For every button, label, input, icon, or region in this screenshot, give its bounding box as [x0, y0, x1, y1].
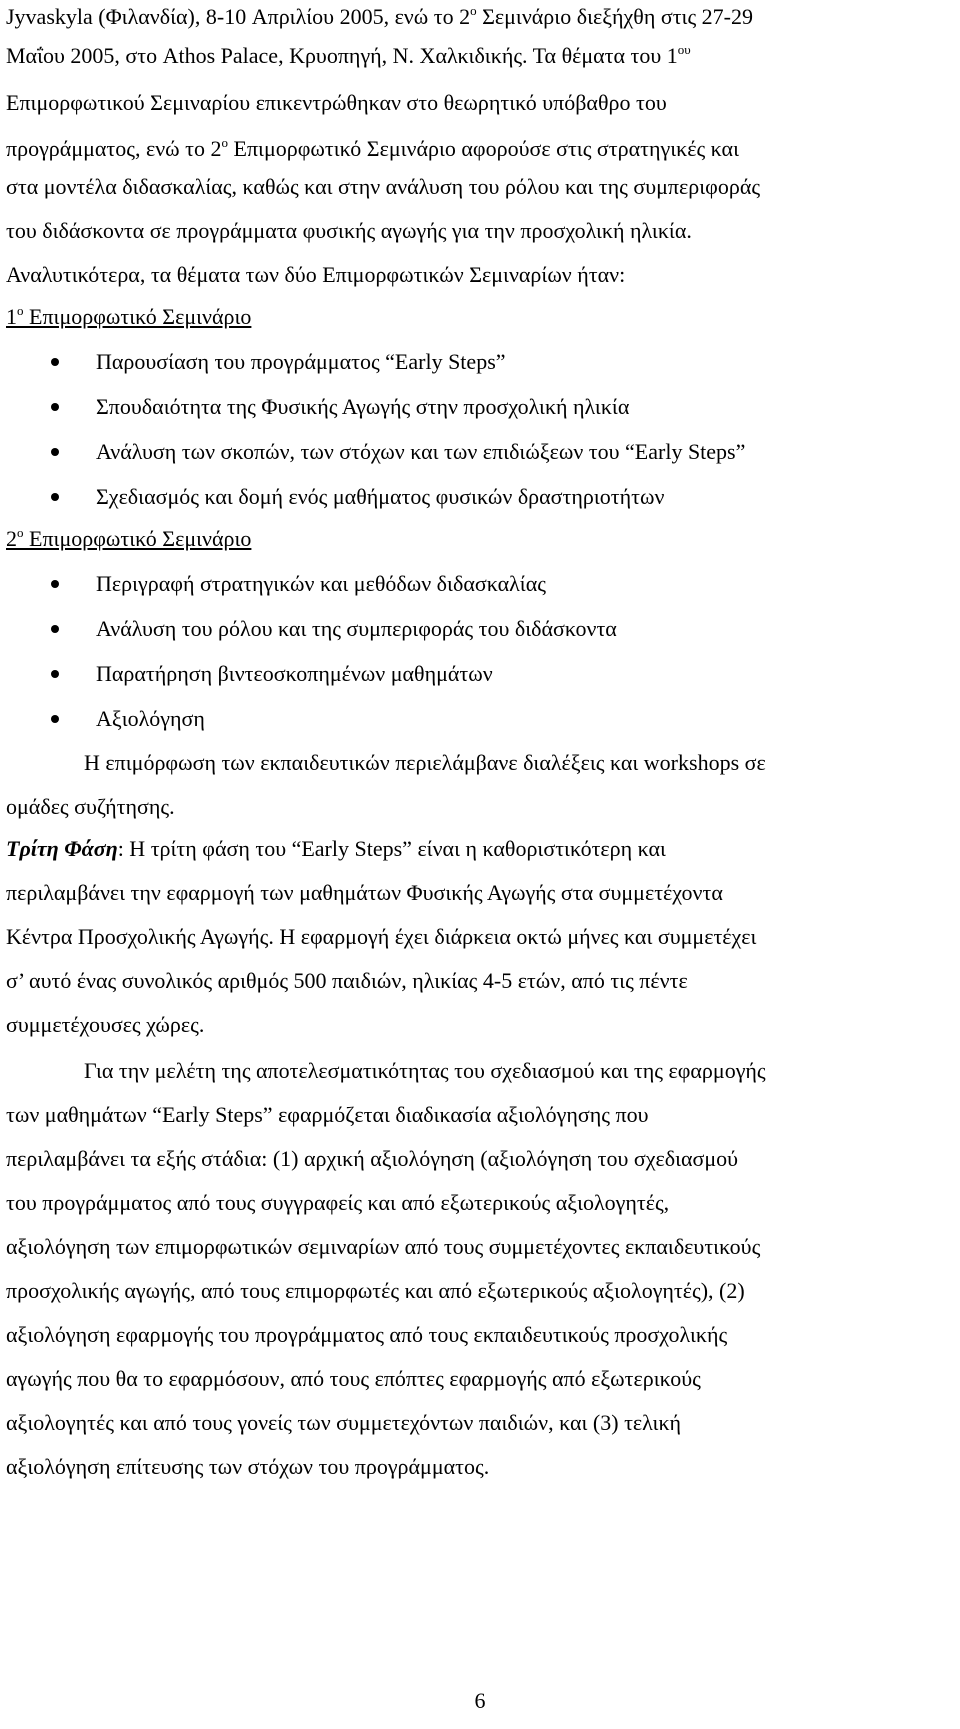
bullet-icon: [51, 625, 59, 633]
list-item-text: Ανάλυση των σκοπών, των στόχων και των επιδιώξεων του “Early Steps”: [96, 439, 746, 464]
list-item-text: Ανάλυση του ρόλου και της συμπεριφοράς του διδάσκοντα: [96, 616, 617, 641]
text-line: περιλαμβάνει τα εξής στάδια: (1) αρχική αξιολόγηση (αξιολόγηση του σχεδιασμού: [6, 1146, 739, 1171]
text-line: Επιμορφωτικού Σεμιναρίου επικεντρώθηκαν στο θεωρητικό υπόβαθρο του: [6, 90, 667, 115]
superscript: ου: [677, 42, 691, 57]
text-line: [6, 2, 753, 32]
text-segment: Μαΐου 2005, στο Athos Palace, Κρυοπηγή, Ν. Χαλκιδικής. Τα θέματα του 1: [6, 43, 678, 68]
text-line: σ’ αυτό ένας συνολικός αριθμός 500 παιδιών, ηλικίας 4-5 ετών, από τις πέντε: [6, 968, 688, 993]
text-line: αξιολόγηση επίτευσης των στόχων του προγράμματος.: [6, 1454, 490, 1479]
text-line: [6, 41, 691, 71]
text-line: Για την μελέτη της αποτελεσματικότητας του σχεδιασμού και της εφαρμογής: [84, 1058, 766, 1083]
text-line: των μαθημάτων “Early Steps” εφαρμόζεται διαδικασία αξιολόγησης που: [6, 1102, 649, 1127]
superscript: ο: [470, 3, 477, 18]
bullet-icon: [51, 493, 59, 501]
list-item-text: Παρατήρηση βιντεοσκοπημένων μαθημάτων: [96, 661, 493, 686]
text-line: αξιολόγηση εφαρμογής του προγράμματος από τους εκπαιδευτικούς προσχολικής: [6, 1322, 728, 1347]
text-line: ομάδες συζήτησης.: [6, 794, 175, 819]
heading-number: 1: [6, 304, 17, 329]
list-item-text: Περιγραφή στρατηγικών και μεθόδων διδασκαλίας: [96, 571, 546, 596]
heading-title: Επιμορφωτικό Σεμινάριο: [23, 526, 252, 551]
phase-label: Τρίτη Φάση: [6, 836, 118, 861]
bullet-icon: [51, 448, 59, 456]
text-line: αξιολόγηση των επιμορφωτικών σεμιναρίων από τους συμμετέχοντες εκπαιδευτικούς: [6, 1234, 761, 1259]
heading-title: Επιμορφωτικό Σεμινάριο: [23, 304, 252, 329]
list-item-text: Αξιολόγηση: [96, 706, 205, 731]
text-line: Αναλυτικότερα, τα θέματα των δύο Επιμορφωτικών Σεμιναρίων ήταν:: [6, 262, 626, 287]
list-item-text: Σπουδαιότητα της Φυσικής Αγωγής στην προσχολική ηλικία: [96, 394, 630, 419]
text-segment: προγράμματος, ενώ το 2: [6, 136, 222, 161]
bullet-icon: [51, 580, 59, 588]
text-line: του προγράμματος από τους συγγραφείς και από εξωτερικούς αξιολογητές,: [6, 1190, 670, 1215]
text-segment: Jyvaskyla (Φιλανδία), 8-10 Απριλίου 2005, ενώ το 2: [6, 4, 471, 29]
text-segment: Επιμορφωτικό Σεμινάριο αφορούσε στις στρατηγικές και: [228, 136, 739, 161]
page-number: 6: [474, 1688, 486, 1713]
bullet-icon: [51, 403, 59, 411]
seminar1-heading: [6, 302, 251, 332]
text-line: περιλαμβάνει την εφαρμογή των μαθημάτων Φυσικής Αγωγής στα συμμετέχοντα: [6, 880, 723, 905]
bullet-icon: [51, 715, 59, 723]
list-item-text: Παρουσίαση του προγράμματος “Early Steps”: [96, 349, 506, 374]
text-line: [6, 134, 739, 164]
text-line: αγωγής που θα το εφαρμόσουν, από τους επόπτες εφαρμογής από εξωτερικούς: [6, 1366, 701, 1391]
bullet-icon: [51, 358, 59, 366]
text-line: Κέντρα Προσχολικής Αγωγής. Η εφαρμογή έχει διάρκεια οκτώ μήνες και συμμετέχει: [6, 924, 757, 949]
text-line: συμμετέχουσες χώρες.: [6, 1012, 205, 1037]
text-line: στα μοντέλα διδασκαλίας, καθώς και στην ανάλυση του ρόλου και της συμπεριφοράς: [6, 174, 761, 199]
superscript: ο: [17, 303, 24, 318]
list-item-text: Σχεδιασμός και δομή ενός μαθήματος φυσικών δραστηριοτήτων: [96, 484, 665, 509]
text-line: του διδάσκοντα σε προγράμματα φυσικής αγωγής για την προσχολική ηλικία.: [6, 218, 692, 243]
seminar2-heading: [6, 524, 251, 554]
heading-number: 2: [6, 526, 17, 551]
bullet-icon: [51, 670, 59, 678]
text-line: προσχολικής αγωγής, από τους επιμορφωτές και από εξωτερικούς αξιολογητές), (2): [6, 1278, 745, 1303]
text-segment: Σεμινάριο διεξήχθη στις 27-29: [476, 4, 754, 29]
text-line: αξιολογητές και από τους γονείς των συμμετεχόντων παιδιών, και (3) τελική: [6, 1410, 682, 1435]
superscript: ο: [17, 525, 24, 540]
text-line: Η επιμόρφωση των εκπαιδευτικών περιελάμβανε διαλέξεις και workshops σε: [84, 750, 766, 775]
text-segment: : Η τρίτη φάση του “Early Steps” είναι η καθοριστικότερη και: [117, 836, 666, 861]
superscript: ο: [221, 135, 228, 150]
text-line: [6, 834, 666, 864]
